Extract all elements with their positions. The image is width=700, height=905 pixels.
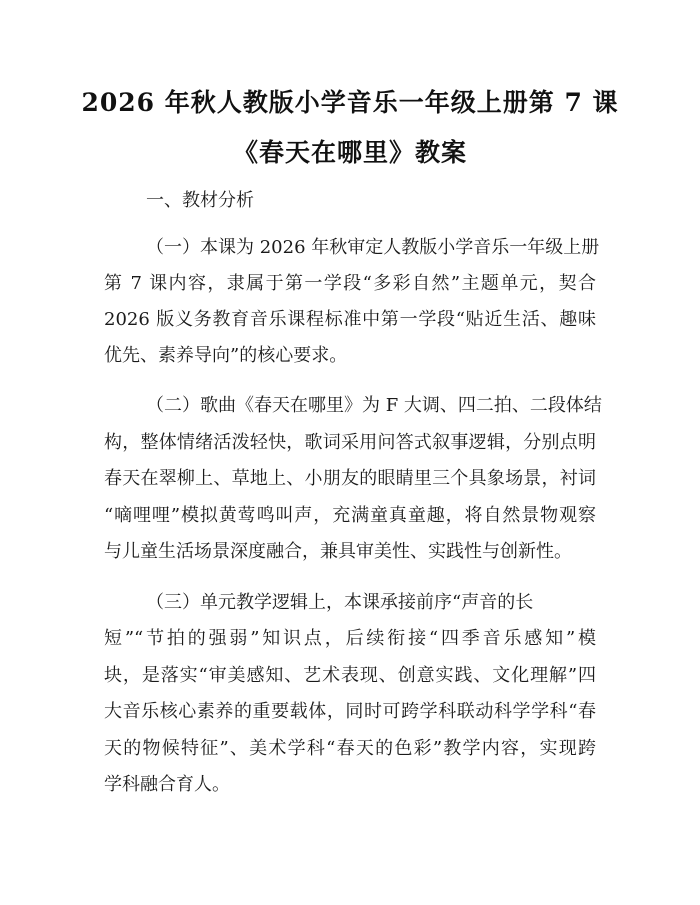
paragraph-3-line-1: （三）单元教学逻辑上，本课承接前序“声音的长: [146, 592, 534, 613]
paragraph-1-line-2: 第 7 课内容，隶属于第一学段“多彩自然”主题单元，契合: [104, 273, 596, 294]
paragraph-2-line-1: （二）歌曲《春天在哪里》为 F 大调、四二拍、二段体结: [146, 395, 602, 416]
paragraph-3-line-3: 块，是落实“审美感知、艺术表现、创意实践、文化理解”四: [104, 665, 596, 686]
paragraph-1-line-3: 2026 版义务教育音乐课程标准中第一学段“贴近生活、趣味: [104, 309, 596, 330]
document-title-line-2: 《春天在哪里》教案: [232, 138, 467, 167]
section-heading: 一、教材分析: [146, 190, 254, 211]
paragraph-2-line-3: 春天在翠柳上、草地上、小朋友的眼睛里三个具象场景，衬词: [104, 468, 596, 489]
paragraph-2-line-4: “嘀哩哩”模拟黄莺鸣叫声，充满童真童趣，将自然景物观察: [104, 505, 596, 526]
paragraph-1-line-1: （一）本课为 2026 年秋审定人教版小学音乐一年级上册: [146, 237, 600, 258]
paragraph-2-line-2: 构，整体情绪活泼轻快，歌词采用问答式叙事逻辑，分别点明: [104, 432, 596, 453]
paragraph-2-line-5: 与儿童生活场景深度融合，兼具审美性、实践性与创新性。: [104, 541, 572, 562]
paragraph-3-line-6: 学科融合育人。: [104, 774, 230, 795]
paragraph-1-line-4: 优先、素养导向”的核心要求。: [104, 345, 348, 366]
paragraph-3-line-2: 短”“节拍的强弱”知识点，后续衔接“四季音乐感知”模: [104, 628, 596, 649]
document-title-line-1: 2026 年秋人教版小学音乐一年级上册第 7 课: [81, 88, 619, 117]
paragraph-3-line-4: 大音乐核心素养的重要载体，同时可跨学科联动科学学科“春: [104, 701, 596, 722]
paragraph-3-line-5: 天的物候特征”、美术学科“春天的色彩”教学内容，实现跨: [104, 738, 596, 759]
